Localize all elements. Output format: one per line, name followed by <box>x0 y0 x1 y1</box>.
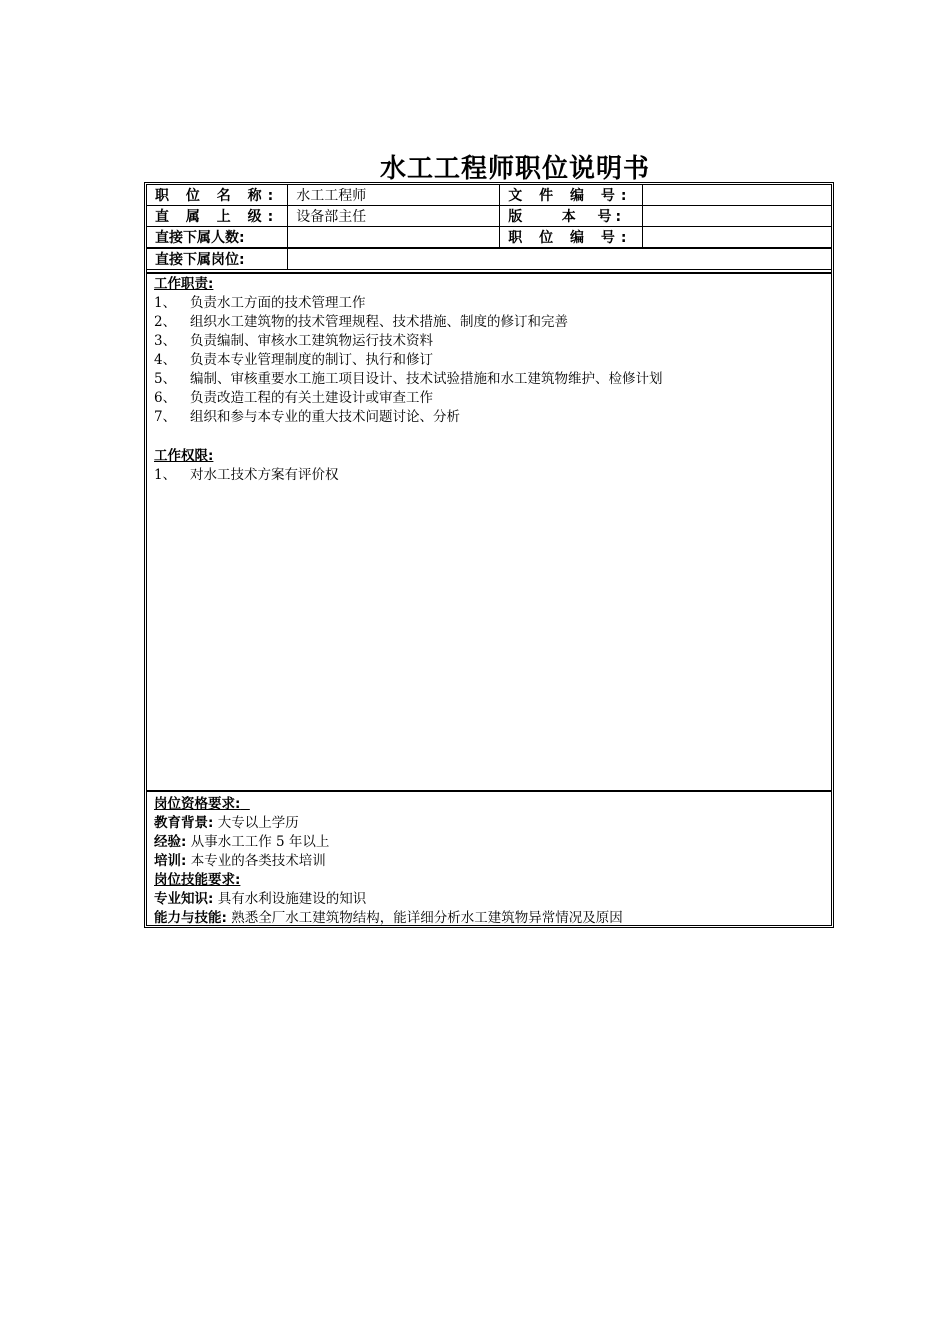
list-item: 1、 对水工技术方案有评价权 <box>154 467 339 483</box>
knowledge-row: 专业知识: 具有水利设施建设的知识 <box>154 891 367 907</box>
duties-heading: 工作职责: <box>154 276 214 292</box>
authority-heading: 工作权限: <box>154 448 214 464</box>
qualifications-section <box>154 795 623 928</box>
qualifications-heading: 岗位资格要求: <box>154 796 241 812</box>
table-row <box>147 248 832 270</box>
skills-heading: 岗位技能要求: <box>154 872 241 888</box>
divider <box>146 790 832 792</box>
authority-section <box>154 447 339 485</box>
list-item: 5、 编制、审核重要水工施工项目设计、技术试验措施和水工建筑物维护、检修计划 <box>154 371 663 387</box>
list-item: 3、 负责编制、审核水工建筑物运行技术资料 <box>154 333 433 349</box>
list-item: 2、 组织水工建筑物的技术管理规程、技术措施、制度的修订和完善 <box>154 314 568 330</box>
duties-section <box>154 275 663 427</box>
supervisor-value: 设备部主任 <box>288 206 500 227</box>
position-number-value <box>643 227 832 249</box>
subordinate-count-label: 直接下属人数: <box>147 227 288 249</box>
subordinate-post-value <box>288 248 832 270</box>
supervisor-label: 直 属 上 级: <box>147 206 288 227</box>
list-item: 6、 负责改造工程的有关土建设计或审查工作 <box>154 390 433 406</box>
table-row <box>147 227 832 249</box>
position-name-label: 职 位 名 称: <box>147 185 288 206</box>
page-title: 水工工程师职位说明书 <box>379 154 650 184</box>
document-number-value <box>643 185 832 206</box>
ability-row: 能力与技能: 熟悉全厂水工建筑物结构，能详细分析水工建筑物异常情况及原因 <box>154 910 623 926</box>
subordinate-count-value <box>288 227 500 249</box>
document-number-label: 文 件 编 号: <box>500 185 643 206</box>
version-label: 版 本 号: <box>500 206 643 227</box>
list-item: 4、 负责本专业管理制度的制订、执行和修订 <box>154 352 433 368</box>
divider <box>146 272 832 274</box>
training-row: 培训: 本专业的各类技术培训 <box>154 853 326 869</box>
list-item: 1、 负责水工方面的技术管理工作 <box>154 295 366 311</box>
table-row <box>147 185 832 206</box>
version-value <box>643 206 832 227</box>
table-row <box>147 206 832 227</box>
position-name-value: 水工工程师 <box>288 185 500 206</box>
list-item: 7、 组织和参与本专业的重大技术问题讨论、分析 <box>154 409 460 425</box>
education-row: 教育背景: 大专以上学历 <box>154 815 299 831</box>
header-table <box>146 184 832 270</box>
position-number-label: 职 位 编 号: <box>500 227 643 249</box>
subordinate-post-label: 直接下属岗位: <box>147 248 288 270</box>
experience-row: 经验: 从事水工工作 5 年以上 <box>154 834 330 850</box>
